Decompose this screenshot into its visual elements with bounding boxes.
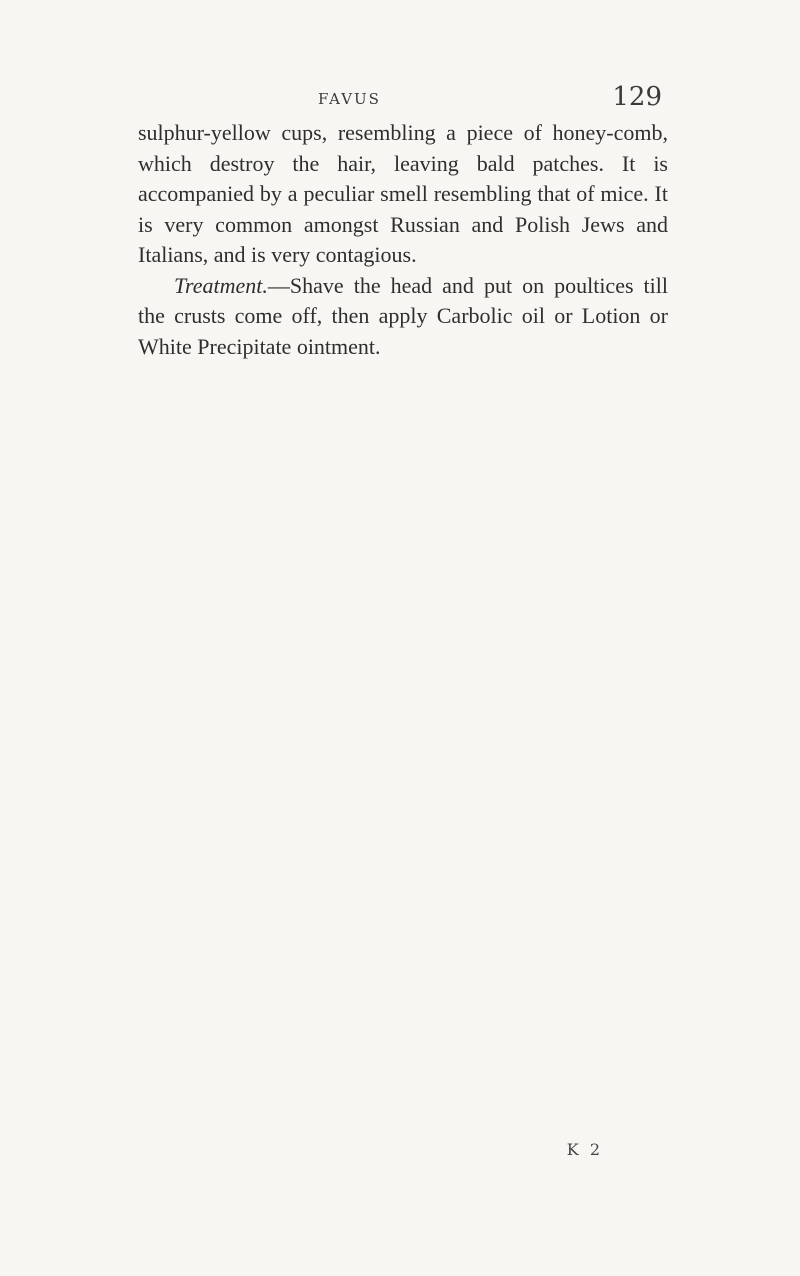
treatment-heading: Treatment.	[174, 272, 268, 298]
paragraph-description: sulphur-yellow cups, resembling a piece of honey-comb, which destroy the hair, leaving bald patches. It is accompanied by a peculiar smell resembling that of mice. It is very common amongst Russian and Polish Jews and Italians, and is very contagious.	[138, 120, 668, 267]
page-number: 129	[612, 82, 662, 112]
paragraph-treatment	[138, 271, 668, 363]
running-title: FAVUS	[318, 90, 381, 108]
treatment-text: —Shave the head and put on poultices till the crusts come off, then apply Carbolic oil or Lotion or White Precipitate ointment.	[138, 272, 668, 359]
body-text	[138, 118, 668, 362]
signature-mark: K 2	[566, 1140, 603, 1159]
